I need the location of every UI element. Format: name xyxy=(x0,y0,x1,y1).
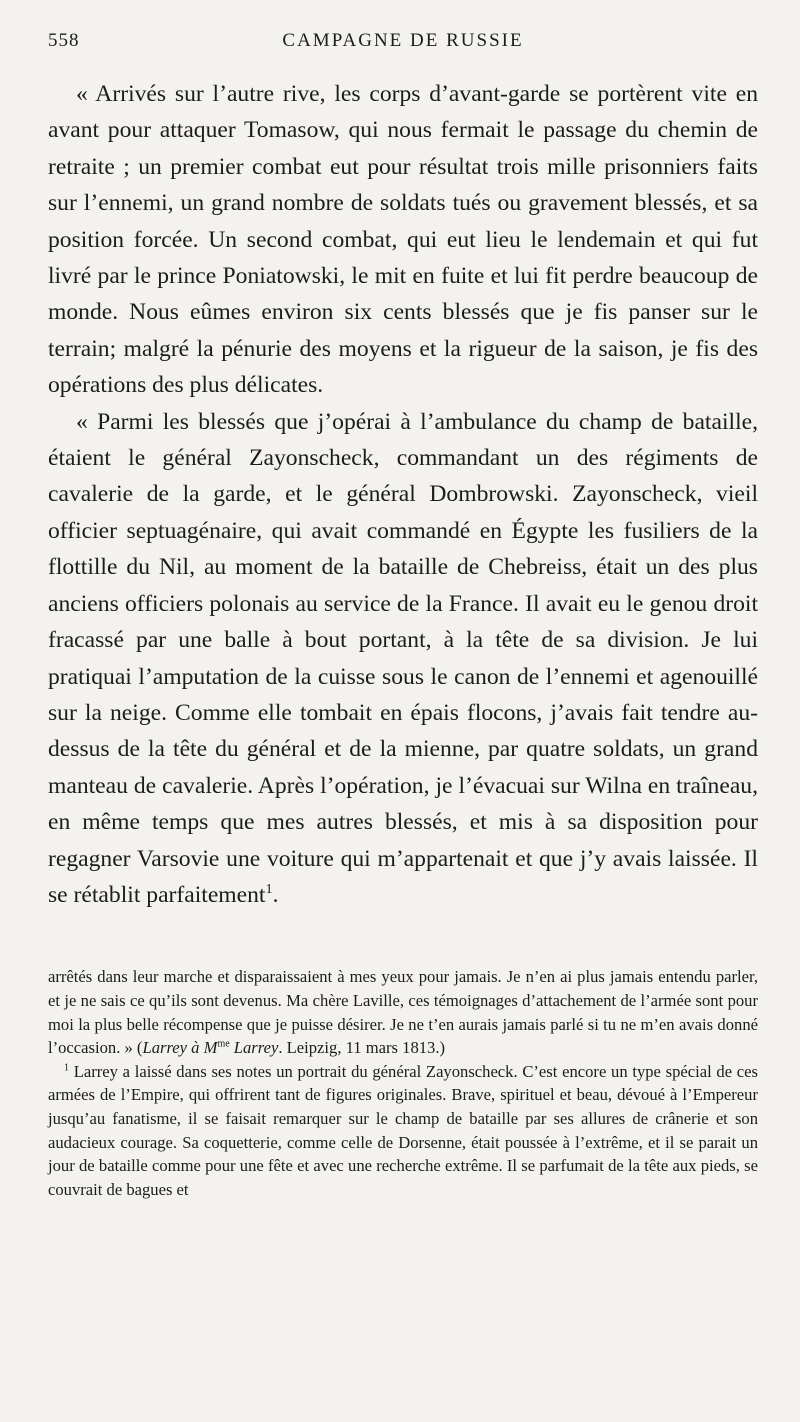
footnote-1 xyxy=(48,1060,758,1202)
footnote-1-marker: 1 xyxy=(64,1062,69,1074)
citation-author: Larrey à M xyxy=(142,1038,218,1058)
footnote-1-text: Larrey a laissé dans ses notes un portrait du général Zayonscheck. C’est encore un type spécial de ces armées de l’Empire, qui offrirent tant de figures originales. Brave, spirituel et beau, dévoué à l’Empereur jusqu’au fanatisme, il se faisait remarquer sur le champ de bataille par ses allures de crânerie et son audacieux courage. Sa coquetterie, comme celle de Dorsenne, était poussée à l’extrême, et il se parait un jour de bataille comme pour une fête et avec une recherche extrême. Il se parfumait de la tête aux pieds, se couvrait de bagues et xyxy=(48,1061,758,1199)
running-head xyxy=(48,30,758,60)
paragraph-2-text: « Parmi les blessés que j’opérai à l’ambulance du champ de bataille, étaient le général Zayonscheck, commandant un des régiments de cavalerie de la garde, et le général Dombrowski. Zayonscheck, vieil officier septuagénaire, qui avait commandé en Égypte les fusiliers de la flottille du Nil, au moment de la bataille de Chebreiss, était un des plus anciens officiers polonais au service de la France. Il avait eu le genou droit fracassé par une balle à bout portant, à la tête de sa division. Je lui pratiquai l’amputation de la cuisse sous le canon de l’ennemi et agenouillé sur la neige. Comme elle tombait en épais flocons, j’avais fait tendre au-dessus de la tête du général et de la mienne, par quatre soldats, un grand manteau de cavalerie. Après l’opération, je l’évacuai sur Wilna en traîneau, en même temps que mes autres blessés, et mis à sa disposition pour regagner Varsovie une voiture qui m’appartenait et que j’y avais laissée. Il se rétablit parfaitement xyxy=(48,408,758,908)
citation-rest: . Leipzig, 11 mars 1813.) xyxy=(278,1038,446,1058)
running-title: CAMPAGNE DE RUSSIE xyxy=(282,30,524,51)
footnotes xyxy=(48,965,758,1201)
book-page xyxy=(48,30,758,1201)
main-text xyxy=(48,76,758,913)
paragraph-2 xyxy=(48,404,758,914)
footnote-continuation xyxy=(48,965,758,1059)
paragraph-2-end: . xyxy=(272,881,279,908)
paragraph-1: « Arrivés sur l’autre rive, les corps d’avant-garde se portèrent vite en avant pour attaquer Tomasow, qui nous fermait le passage du chemin de retraite ; un premier combat eut pour résultat trois mille prisonniers faits sur l’ennemi, un grand nombre de soldats tués ou gravement blessés, et sa position forcée. Un second combat, qui eut lieu le lendemain et qui fut livré par le prince Poniatowski, le mit en fuite et lui fit perdre beaucoup de monde. Nous eûmes environ six cents blessés que je fis panser sur le terrain; malgré la pénurie des moyens et la rigueur de la saison, je fis des opérations des plus délicates. xyxy=(48,81,758,399)
page-number: 558 xyxy=(48,30,80,51)
footnote-continuation-text: arrêtés dans leur marche et disparaissaient à mes yeux pour jamais. Je n’en ai plus jamais entendu parler, et je ne sais ce qu’ils sont devenus. Ma chère Laville, ces témoignages d’attachement de l’armée sont pour moi la plus belle récompense que je puisse désirer. Je ne t’en aurais jamais parlé si tu ne m’en avais donné l’occasion. » ( xyxy=(48,967,758,1058)
citation-superscript: me xyxy=(217,1038,230,1050)
footnote-reference: 1 xyxy=(265,881,273,898)
citation-name: Larrey xyxy=(229,1038,279,1058)
